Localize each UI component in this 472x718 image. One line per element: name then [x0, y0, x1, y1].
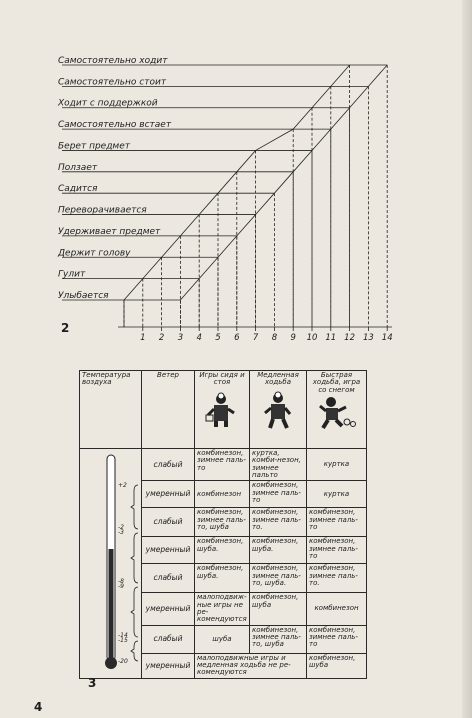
- milestone-label: Самостоятельно ходит: [58, 56, 168, 66]
- temperature-tick-label: -8: [118, 578, 124, 585]
- envelope-start: [312, 86, 331, 107]
- envelope-end: [237, 215, 256, 236]
- envelope-start: [331, 65, 350, 86]
- envelope-end: [293, 150, 312, 171]
- envelope-end: [368, 65, 387, 86]
- fast-cell: комбинезон, зимнее паль-то: [307, 625, 367, 653]
- envelope-end: [218, 236, 237, 257]
- month-tick-label: 3: [177, 333, 184, 343]
- slow-cell: комбинезон, шуба: [250, 593, 307, 625]
- range-bracket: [131, 485, 138, 529]
- month-tick-label: 14: [381, 333, 393, 343]
- month-tick-label: 1: [140, 333, 146, 343]
- slow-cell: комбинезон, шуба.: [250, 537, 307, 564]
- thermometer-column: [80, 449, 142, 679]
- envelope-start: [256, 129, 294, 150]
- envelope-start: [293, 108, 312, 129]
- wind-cell: слабый: [142, 564, 195, 593]
- milestone-label: Ползает: [58, 162, 98, 173]
- fast-cell: комбинезон: [307, 593, 367, 625]
- milestone-label: Самостоятельно встает: [58, 120, 172, 131]
- milestone-label: Держит голову: [58, 248, 131, 259]
- header-slow-walk: Медленная ходьба: [250, 371, 307, 449]
- month-tick-label: 10: [306, 333, 318, 343]
- temperature-tick-label: -15: [118, 637, 128, 644]
- range-bracket: [131, 587, 138, 637]
- header-play-sit-stand: Игры сидя и стоя: [195, 371, 250, 449]
- envelope-start: [143, 257, 162, 278]
- child-snow-play-icon: [317, 396, 357, 430]
- fast-cell: куртка: [307, 481, 367, 508]
- play-cell: комбинезон, зимнее паль-то, шуба: [195, 508, 250, 537]
- play-cell: комбинезон: [195, 481, 250, 508]
- month-tick-label: 8: [271, 333, 278, 343]
- slow-cell: комбинезон, зимнее паль-то: [250, 481, 307, 508]
- fast-cell: комбинезон, зимнее паль-то.: [307, 564, 367, 593]
- fast-cell: куртка: [307, 449, 367, 481]
- month-tick-label: 6: [234, 333, 240, 343]
- play-cell: малоподвиж-ные игры не ре-комендуются: [195, 593, 250, 625]
- thermometer-bulb: [105, 657, 117, 669]
- envelope-end: [274, 172, 293, 193]
- slow-cell: куртка, комби-незон, зимнее пальто: [250, 449, 307, 481]
- milestone-label: Берет предмет: [58, 141, 130, 152]
- envelope-end: [199, 257, 218, 278]
- header-wind: Ветер: [142, 371, 195, 449]
- milestone-label: Переворачивается: [58, 205, 147, 216]
- envelope-start: [180, 215, 199, 236]
- milestone-label: Улыбается: [58, 291, 109, 301]
- month-tick-label: 7: [252, 333, 259, 343]
- milestone-label: Удерживает предмет: [58, 226, 161, 237]
- envelope-start: [124, 279, 143, 300]
- thermometer: [80, 449, 142, 671]
- wind-cell: умеренный: [142, 537, 195, 564]
- temperature-tick-label: -9: [118, 583, 124, 590]
- temperature-tick-label: -2: [118, 524, 124, 531]
- temperature-tick-label: -3: [118, 529, 124, 536]
- thermometer-mercury: [109, 549, 114, 661]
- wind-cell: слабый: [142, 449, 195, 481]
- envelope-end: [331, 108, 350, 129]
- month-tick-label: 13: [362, 333, 374, 343]
- header-temperature: Температура воздуха: [80, 371, 142, 449]
- clothing-table: [79, 370, 367, 679]
- temperature-tick-label: +2: [118, 482, 127, 489]
- milestone-label: Ходит с поддержкой: [58, 98, 158, 109]
- merged-cell: малоподвижные игры и медленная ходьба не ре-комендуются: [195, 653, 307, 678]
- figure-2-number: 2: [61, 321, 70, 335]
- fast-cell: комбинезон, зимнее паль-то: [307, 537, 367, 564]
- wind-cell: умеренный: [142, 481, 195, 508]
- wind-cell: слабый: [142, 508, 195, 537]
- child-playing-icon: [202, 391, 242, 431]
- wind-cell: слабый: [142, 625, 195, 653]
- milestone-label: Гулит: [58, 269, 86, 280]
- range-bracket: [131, 641, 138, 661]
- play-cell: комбинезон, шуба.: [195, 537, 250, 564]
- fast-cell: комбинезон, зимнее паль-то: [307, 508, 367, 537]
- temperature-tick-label: -14: [118, 632, 128, 639]
- envelope-end: [256, 193, 275, 214]
- envelope-end: [180, 279, 199, 300]
- development-chart: [0, 0, 472, 355]
- fast-cell: комбинезон, шуба: [307, 653, 367, 678]
- month-tick-label: 4: [196, 333, 202, 343]
- month-tick-label: 9: [290, 333, 296, 343]
- milestone-label: Садится: [58, 184, 98, 195]
- month-tick-label: 5: [215, 333, 221, 343]
- month-ticks: [140, 333, 393, 343]
- milestone-label: Самостоятельно стоит: [58, 77, 167, 88]
- slow-cell: комбинезон, зимнее паль-то, шуба: [250, 625, 307, 653]
- envelope-start: [237, 150, 256, 171]
- page-number: 4: [34, 700, 43, 714]
- wind-cell: умеренный: [142, 593, 195, 625]
- header-fast-walk: Быстрая ходьба, игра со снегом: [307, 371, 367, 449]
- temperature-tick-label: -20: [118, 658, 128, 665]
- envelope-start: [162, 236, 181, 257]
- milestone-labels: [57, 56, 172, 301]
- child-walking-icon: [258, 391, 298, 431]
- month-tick-label: 12: [344, 333, 356, 343]
- slow-cell: комбинезон, зимнее паль-то, шуба.: [250, 564, 307, 593]
- play-cell: комбинезон, шуба.: [195, 564, 250, 593]
- envelope-start: [199, 193, 218, 214]
- slow-cell: комбинезон, зимнее паль-то.: [250, 508, 307, 537]
- figure-3-number: 3: [88, 676, 97, 690]
- month-tick-label: 2: [158, 333, 165, 343]
- range-bracket: [131, 533, 138, 583]
- play-cell: шуба: [195, 625, 250, 653]
- month-tick-label: 11: [325, 333, 337, 343]
- envelope-start: [218, 172, 237, 193]
- envelope-end: [350, 86, 369, 107]
- wind-cell: умеренный: [142, 653, 195, 678]
- envelope-end: [312, 129, 331, 150]
- play-cell: комбинезон, зимнее паль-то: [195, 449, 250, 481]
- scan-edge: [462, 0, 472, 718]
